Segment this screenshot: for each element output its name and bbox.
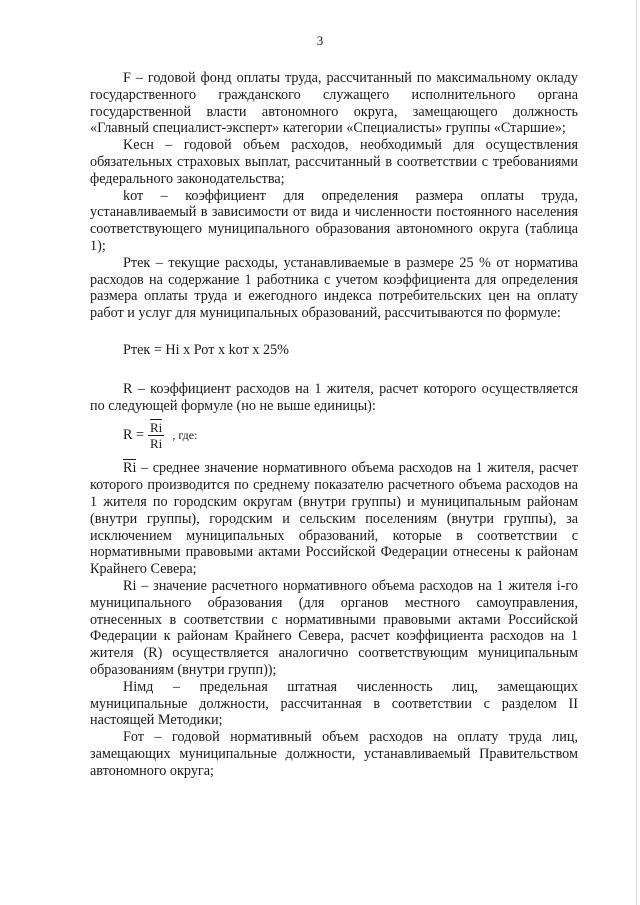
formula-rtek: Ртек = Hi x Рот x kот x 25% [123, 341, 289, 358]
scan-edge-line [636, 0, 637, 905]
document-body [90, 70, 578, 779]
formula-r-suffix: , где: [172, 427, 198, 442]
formula-r-fraction [148, 420, 164, 451]
formula-r-numerator: Ri [150, 419, 163, 435]
ri-bar-symbol: Ri [123, 460, 137, 477]
page-number: 3 [316, 33, 324, 48]
formula-r-denominator: Ri [150, 435, 163, 451]
ri-average-text: – среднее значение нормативного объема расходов на 1 жителя, расчет которого производится по среднему показателю расчетного объема расходов на 1 жителя по городским округам (внутри группы) и муниципальным районам (внутри группы), городским и сельским поселениям (внутри группы), за исключением муниципальных образований, которые в соответствии с нормативными правовыми актами Российской Федерации отнесены к районам Крайнего Севера; [90, 460, 578, 578]
formula-r-lhs: R = [123, 426, 145, 443]
paragraph-ri-average [90, 460, 578, 578]
formula-r [123, 416, 578, 454]
paragraph-fot: Fот – годовой нормативный объем расходов на оплату труда лиц, замещающих муниципальные должности, устанавливаемый Правительством автономного округа; [90, 729, 578, 779]
paragraph-kot: kот – коэффициент для определения размера оплаты труда, устанавливаемый в зависимости от вида и численности постоянного населения соответствующего муниципального образования автономного округа (таблица 1); [90, 187, 578, 254]
paragraph-f: F – годовой фонд оплаты труда, рассчитанный по максимальному окладу государственного гражданского служащего исполнительного органа государственной власти автономного округа, замещающего должность «Главный специалист-эксперт» категории «Специалисты» группы «Старшие»; [90, 70, 578, 137]
paragraph-r: R – коэффициент расходов на 1 жителя, расчет которого осуществляется по следующей формуле (но не выше единицы): [90, 380, 578, 414]
paragraph-rtek: Ртек – текущие расходы, устанавливаемые в размере 25 % от норматива расходов на содержание 1 работника с учетом коэффициента для определения размера оплаты труда и ежегодного индекса потребительских цен на оплату работ и услуг для муниципальных образований, рассчитываются по формуле: [90, 254, 578, 322]
paragraph-himd: Hiмд – предельная штатная численность лиц, замещающих муниципальные должности, рассчитанная в соответствии с разделом II настоящей Методики; [90, 678, 578, 729]
paragraph-ri: Ri – значение расчетного нормативного объема расходов на 1 жителя i-го муниципального образования (для органов местного самоуправления, отнесенных в соответствии с нормативными правовыми актами Российской Федерации к районам Крайнего Севера, расчет коэффициента расходов на 1 жителя (R) осуществляется аналогично соответствующим муниципальным образованиям (внутри групп)); [90, 577, 578, 678]
paragraph-kesn: Kесн – годовой объем расходов, необходимый для осуществления обязательных страховых выплат, рассчитанный в соответствии с требованиями федерального законодательства; [90, 137, 578, 187]
